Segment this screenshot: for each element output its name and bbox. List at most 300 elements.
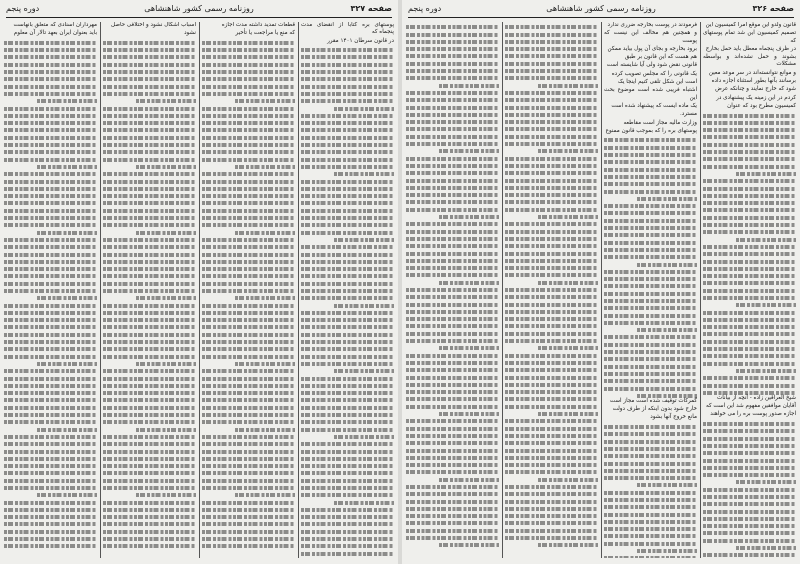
illegible-text-line [103, 464, 196, 468]
illegible-text-line [37, 428, 97, 432]
illegible-text-line [202, 347, 295, 351]
illegible-text-line [637, 483, 697, 487]
illegible-text-line [505, 200, 598, 204]
text-line: قانون ولدو این موقع امرا کمیسیون این [705, 22, 796, 28]
illegible-text-line [301, 201, 394, 205]
illegible-text-line [4, 413, 97, 417]
illegible-text-line [406, 310, 499, 314]
text-line: کردم در این زمینه یک پیشنهادی در [716, 94, 796, 101]
illegible-text-line [4, 398, 97, 402]
illegible-text-line [235, 231, 295, 235]
illegible-text-line [406, 361, 499, 365]
illegible-text-line [604, 357, 697, 361]
illegible-text-line [703, 230, 796, 234]
illegible-text-line [136, 231, 196, 235]
text-line: گمرکات توقیف شده است مجاز است [609, 397, 697, 404]
illegible-text-line [301, 267, 394, 271]
illegible-text-line [301, 77, 394, 81]
illegible-text-line [406, 273, 499, 277]
illegible-text-line [703, 194, 796, 198]
illegible-text-line [703, 216, 796, 220]
illegible-text-line [4, 158, 97, 162]
illegible-text-line [301, 128, 394, 132]
illegible-text-line [103, 180, 196, 184]
illegible-text-line [406, 317, 499, 321]
illegible-text-line [703, 531, 796, 535]
illegible-text-line [301, 530, 394, 534]
illegible-text-line [703, 354, 796, 358]
illegible-text-line [604, 248, 697, 252]
illegible-text-line [202, 435, 295, 439]
illegible-text-line [103, 70, 196, 74]
illegible-text-line [202, 464, 295, 468]
illegible-text-line [703, 539, 796, 543]
illegible-text-line [301, 377, 394, 381]
illegible-text-line [604, 556, 697, 558]
illegible-text-line [301, 398, 394, 402]
illegible-text-line [334, 238, 394, 242]
illegible-text-line [703, 296, 796, 300]
illegible-text-line [604, 365, 697, 369]
illegible-text-line [604, 469, 697, 473]
illegible-text-line [4, 150, 97, 154]
illegible-text-line [604, 425, 697, 429]
illegible-text-line [4, 55, 97, 59]
column-divider [298, 22, 299, 558]
illegible-text-line [703, 459, 796, 463]
illegible-text-line [103, 413, 196, 417]
illegible-text-line [604, 138, 697, 142]
illegible-text-line [202, 282, 295, 286]
text-line: برود بخارجه و بجای آن پول بیاید ممکن [607, 45, 697, 52]
illegible-text-line [4, 253, 97, 257]
illegible-text-line [703, 318, 796, 322]
illegible-text-line [136, 493, 196, 497]
illegible-text-line [604, 255, 697, 259]
text-line: قانونی نقض شود ولی آیا شایسته است [606, 62, 697, 69]
text-line: پوستهای بره را که بموجب قانون ممنوع [605, 127, 697, 134]
text-line: خارج شود بدون اینکه از طرف دولت [612, 406, 697, 413]
illegible-text-line [334, 107, 394, 111]
period-label: دوره پنجم [6, 4, 40, 13]
illegible-text-line [406, 186, 499, 190]
illegible-text-line [406, 397, 499, 401]
period-label: دوره پنجم [408, 4, 442, 13]
illegible-text-line [4, 515, 97, 519]
illegible-text-line [103, 377, 196, 381]
illegible-text-line [301, 471, 394, 475]
illegible-text-line [505, 62, 598, 66]
illegible-text-line [439, 346, 499, 350]
illegible-text-line [505, 354, 598, 358]
illegible-text-line [334, 435, 394, 439]
illegible-text-line [538, 281, 598, 285]
illegible-text-line [4, 282, 97, 286]
illegible-text-line [4, 194, 97, 198]
illegible-text-line [604, 542, 697, 546]
illegible-text-line [202, 515, 295, 519]
illegible-text-line [703, 553, 796, 557]
illegible-text-line [406, 485, 499, 489]
illegible-text-line [301, 48, 394, 52]
illegible-text-line [604, 534, 697, 538]
text-column [301, 22, 394, 558]
illegible-text-line [202, 406, 295, 410]
illegible-text-line [703, 340, 796, 344]
illegible-text-line [4, 377, 97, 381]
illegible-text-line [301, 209, 394, 213]
illegible-text-line [103, 325, 196, 329]
illegible-text-line [604, 160, 697, 164]
illegible-text-line [604, 219, 697, 223]
illegible-text-line [103, 318, 196, 322]
illegible-text-line [604, 372, 697, 376]
illegible-text-line [202, 172, 295, 176]
illegible-text-line [406, 536, 499, 540]
illegible-text-line [301, 362, 394, 366]
illegible-text-line [505, 135, 598, 139]
illegible-text-line [703, 201, 796, 205]
illegible-text-line [703, 347, 796, 351]
illegible-text-line [406, 339, 499, 343]
illegible-text-line [202, 318, 295, 322]
illegible-text-line [538, 346, 598, 350]
illegible-text-line [505, 40, 598, 44]
illegible-text-line [202, 325, 295, 329]
illegible-text-line [736, 238, 796, 242]
illegible-text-line [604, 292, 697, 296]
illegible-text-line [301, 413, 394, 417]
illegible-text-line [301, 85, 394, 89]
illegible-text-line [703, 135, 796, 139]
illegible-text-line [202, 486, 295, 490]
illegible-text-line [4, 333, 97, 337]
illegible-text-line [604, 454, 697, 458]
illegible-text-line [301, 55, 394, 59]
illegible-text-line [406, 332, 499, 336]
page-header [408, 3, 794, 18]
illegible-text-line [505, 361, 598, 365]
illegible-text-line [736, 303, 796, 307]
text-line: در قانون سرطان ۱۴۰۱ مقرر [327, 37, 394, 44]
illegible-text-line [37, 362, 97, 366]
illegible-text-line [202, 85, 295, 89]
illegible-text-line [4, 114, 97, 118]
text-line: یک قانونی را که مجلس تصویب کرده [611, 70, 697, 77]
illegible-text-line [4, 267, 97, 271]
illegible-text-line [103, 55, 196, 59]
illegible-text-line [4, 420, 97, 424]
illegible-text-line [604, 182, 697, 186]
illegible-text-line [103, 457, 196, 461]
illegible-text-line [103, 77, 196, 81]
illegible-text-line [4, 238, 97, 242]
illegible-text-line [505, 427, 598, 431]
illegible-text-line [505, 222, 598, 226]
illegible-text-line [703, 165, 796, 169]
illegible-text-line [505, 434, 598, 438]
illegible-text-line [406, 47, 499, 51]
illegible-text-line [4, 530, 97, 534]
illegible-text-line [4, 41, 97, 45]
text-line: بشوند و حمل نشده‌اند و بواسطه مشکلات [703, 54, 796, 68]
illegible-text-line [235, 493, 295, 497]
illegible-text-line [406, 303, 499, 307]
illegible-text-line [4, 457, 97, 461]
illegible-text-line [703, 437, 796, 441]
text-line: در ظرف پنجماه معطل باید حمل بخارج [705, 45, 796, 52]
illegible-text-line [103, 340, 196, 344]
illegible-text-line [4, 406, 97, 410]
illegible-text-line [703, 150, 796, 154]
illegible-text-line [202, 384, 295, 388]
illegible-text-line [103, 187, 196, 191]
illegible-text-line [136, 296, 196, 300]
illegible-text-line [103, 267, 196, 271]
illegible-text-line [301, 522, 394, 526]
illegible-text-line [604, 233, 697, 237]
illegible-text-line [406, 62, 499, 66]
illegible-text-line [202, 413, 295, 417]
illegible-text-line [505, 507, 598, 511]
text-column [4, 22, 97, 558]
illegible-text-line [406, 463, 499, 467]
illegible-text-line [406, 427, 499, 431]
illegible-text-line [703, 143, 796, 147]
text-line: نشود [184, 30, 196, 37]
illegible-text-line [4, 391, 97, 395]
illegible-text-line [301, 318, 394, 322]
illegible-text-line [103, 282, 196, 286]
illegible-text-line [202, 150, 295, 154]
illegible-text-line [301, 552, 394, 556]
illegible-text-line [301, 428, 394, 432]
illegible-text-line [406, 492, 499, 496]
illegible-text-line [736, 480, 796, 484]
text-line: برسانند بآنها بطور استثناء اجازه داده [711, 78, 796, 85]
text-line: وزارت مالیه مجاز است مقاطعه [623, 119, 697, 126]
illegible-text-line [301, 355, 394, 359]
illegible-text-line [202, 457, 295, 461]
illegible-text-line [703, 510, 796, 514]
text-line: آقایان موافقین مفهوم شد این است که [705, 403, 796, 410]
illegible-text-line [4, 304, 97, 308]
illegible-text-line [202, 216, 295, 220]
illegible-text-line [301, 508, 394, 512]
illegible-text-line [703, 121, 796, 125]
illegible-text-line [103, 114, 196, 118]
left-page [0, 0, 398, 564]
illegible-text-line [406, 507, 499, 511]
illegible-text-line [301, 340, 394, 344]
illegible-text-line [406, 106, 499, 110]
illegible-text-line [637, 549, 697, 553]
illegible-text-line [103, 238, 196, 242]
illegible-text-line [703, 422, 796, 426]
illegible-text-line [703, 502, 796, 506]
illegible-text-line [136, 428, 196, 432]
illegible-text-line [37, 231, 97, 235]
illegible-text-line [4, 486, 97, 490]
illegible-text-line [703, 488, 796, 492]
illegible-text-line [4, 479, 97, 483]
illegible-text-line [202, 311, 295, 315]
illegible-text-line [604, 175, 697, 179]
illegible-text-line [301, 136, 394, 140]
illegible-text-line [4, 172, 97, 176]
illegible-text-line [505, 142, 598, 146]
illegible-text-line [37, 296, 97, 300]
illegible-text-line [301, 165, 394, 169]
text-column [202, 22, 295, 558]
illegible-text-line [703, 179, 796, 183]
illegible-text-line [505, 492, 598, 496]
illegible-text-line [505, 368, 598, 372]
text-line: فرمودند در پوست بخارجه ضرری ندارد [607, 22, 697, 28]
illegible-text-line [103, 216, 196, 220]
newspaper-title: روزنامه رسمی کشور شاهنشاهی [144, 4, 254, 13]
illegible-text-line [103, 63, 196, 67]
illegible-text-line [202, 245, 295, 249]
illegible-text-line [4, 340, 97, 344]
column-divider [700, 22, 701, 558]
illegible-text-line [4, 435, 97, 439]
illegible-text-line [4, 63, 97, 67]
illegible-text-line [406, 529, 499, 533]
illegible-text-line [703, 260, 796, 264]
illegible-text-line [103, 289, 196, 293]
illegible-text-line [538, 84, 598, 88]
illegible-text-line [202, 442, 295, 446]
illegible-text-line [301, 231, 394, 235]
illegible-text-line [406, 295, 499, 299]
page-number: صفحه ۳۲۶ [752, 4, 794, 13]
illegible-text-line [202, 180, 295, 184]
illegible-text-line [703, 208, 796, 212]
illegible-text-line [604, 306, 697, 310]
illegible-text-line [103, 48, 196, 52]
illegible-text-line [604, 241, 697, 245]
illegible-text-line [202, 355, 295, 359]
illegible-text-line [406, 171, 499, 175]
text-column [604, 22, 697, 558]
illegible-text-line [103, 406, 196, 410]
illegible-text-line [604, 520, 697, 524]
column-divider [100, 22, 101, 558]
illegible-text-line [637, 328, 697, 332]
illegible-text-line [4, 121, 97, 125]
illegible-text-line [505, 295, 598, 299]
illegible-text-line [202, 128, 295, 132]
illegible-text-line [703, 451, 796, 455]
illegible-text-line [604, 299, 697, 303]
illegible-text-line [103, 150, 196, 154]
illegible-text-line [103, 143, 196, 147]
illegible-text-line [202, 340, 295, 344]
illegible-text-line [4, 355, 97, 359]
illegible-text-line [604, 335, 697, 339]
illegible-text-line [4, 85, 97, 89]
illegible-text-line [4, 464, 97, 468]
text-line: اشتباه فریبی شده است موضوع بحث این [604, 87, 697, 101]
illegible-text-line [604, 462, 697, 466]
illegible-text-line [202, 479, 295, 483]
text-line: مانع خروج آنها بشود [650, 414, 697, 421]
illegible-text-line [604, 476, 697, 480]
illegible-text-line [505, 157, 598, 161]
illegible-text-line [4, 128, 97, 132]
column-divider [601, 22, 602, 558]
illegible-text-line [301, 223, 394, 227]
illegible-text-line [103, 41, 196, 45]
illegible-text-line [202, 201, 295, 205]
illegible-text-line [703, 128, 796, 132]
illegible-text-line [505, 33, 598, 37]
illegible-text-line [703, 391, 796, 395]
illegible-text-line [505, 91, 598, 95]
illegible-text-line [4, 201, 97, 205]
illegible-text-line [406, 120, 499, 124]
illegible-text-line [37, 99, 97, 103]
text-line: که منع یا مراجعت یا تأخیر [235, 30, 295, 37]
illegible-text-line [334, 172, 394, 176]
illegible-text-line [505, 405, 598, 409]
illegible-text-line [604, 343, 697, 347]
illegible-text-line [202, 267, 295, 271]
illegible-text-line [604, 277, 697, 281]
illegible-text-line [202, 398, 295, 402]
illegible-text-line [703, 187, 796, 191]
illegible-text-line [301, 464, 394, 468]
illegible-text-line [505, 171, 598, 175]
illegible-text-line [301, 347, 394, 351]
text-column [103, 22, 196, 558]
illegible-text-line [505, 514, 598, 518]
illegible-text-line [538, 478, 598, 482]
illegible-text-line [637, 394, 697, 398]
illegible-text-line [103, 223, 196, 227]
illegible-text-line [37, 165, 97, 169]
illegible-text-line [538, 149, 598, 153]
illegible-text-line [301, 537, 394, 541]
illegible-text-line [505, 521, 598, 525]
illegible-text-line [505, 339, 598, 343]
illegible-text-line [103, 369, 196, 373]
illegible-text-line [505, 208, 598, 212]
illegible-text-line [703, 281, 796, 285]
illegible-text-line [505, 252, 598, 256]
illegible-text-line [301, 99, 394, 103]
illegible-text-line [202, 530, 295, 534]
illegible-text-line [505, 449, 598, 453]
illegible-text-line [505, 303, 598, 307]
illegible-text-line [439, 281, 499, 285]
illegible-text-line [439, 149, 499, 153]
illegible-text-line [703, 157, 796, 161]
illegible-text-line [301, 486, 394, 490]
illegible-text-line [703, 429, 796, 433]
illegible-text-line [103, 486, 196, 490]
text-line: اجازه صدور پوست بره را می خواهند [710, 411, 796, 418]
illegible-text-line [406, 237, 499, 241]
illegible-text-line [202, 107, 295, 111]
illegible-text-line [103, 85, 196, 89]
illegible-text-line [136, 99, 196, 103]
illegible-text-line [406, 470, 499, 474]
illegible-text-line [703, 223, 796, 227]
illegible-text-line [301, 493, 394, 497]
text-line: و همچنین هم مخالف این نیست که پوست [604, 30, 697, 44]
